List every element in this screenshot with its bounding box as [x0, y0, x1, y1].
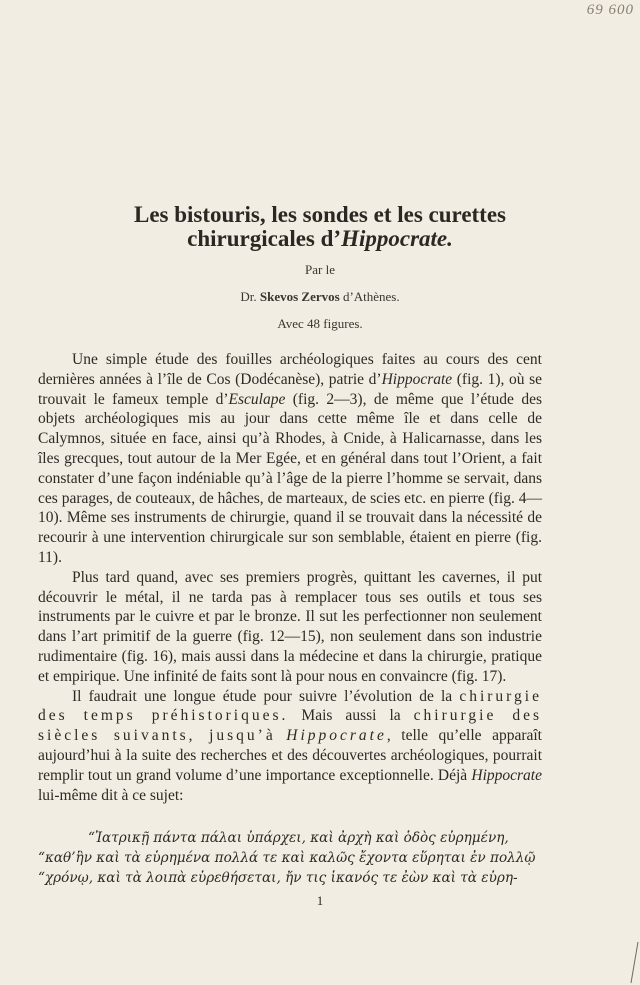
p3-text-a: Il faudrait une longue étude pour suivre l’évolution de la [72, 687, 460, 705]
title-hippocrate: Hippocrate. [341, 226, 453, 251]
p3-hippocrate-spaced: Hippocrate [286, 727, 387, 745]
p3-spaced-b: chirurgie des siècles suivants, jusqu’à [38, 707, 542, 745]
page-edge-mark [626, 940, 640, 985]
title-line-2 [40, 227, 600, 251]
title-line-1: Les bistouris, les sondes et les curettes [133, 202, 507, 227]
title-line-2-prefix: chirurgicales d’ [187, 226, 342, 251]
p3-text-c: Mais aussi la [288, 707, 414, 725]
quote-line-2: “καθ’ἣν καὶ τὰ εὑρημένα πολλά τε καὶ καλῶς ἔχοντα εὕρηται ἐν πολλῷ [38, 849, 536, 866]
author-prefix: Dr. [240, 289, 257, 304]
quote-line-1: “Ἰατρικῇ πάντα πάλαι ὑπάρχει, καὶ ἀρχὴ καὶ ὁδὸς εὑρημένη, [88, 830, 509, 846]
author-suffix: d’Athènes. [342, 289, 400, 304]
page-number: 1 [316, 893, 324, 908]
handwritten-shelf-note: 69 600 [586, 2, 634, 18]
p1-text-e: (fig. 2—3), de même que l’étude des objets archéologiques mis au jour dans cette même île et dans celle de Calymnos, située en face, ainsi qu’à Rhodes, à Cnide, à Halicarnasse, dans les îles grecques, tout autour de la Mer Egée, et en général dans tout l’Orient, a fait constater d’une façon indéniable qu’à l’âge de la pierre l’homme se servait, dans ces parages, de couteaux, de hâches, de marteaux, de scies etc. en pierre (fig. 4—10). Même ses instruments de chirurgie, quand il se trouvait dans la nécessité de recourir à une intervention chirurgicale sur son semblable, étaient en pierre (fig. 11). [38, 390, 542, 566]
p1-hippocrate: Hippocrate [381, 370, 453, 388]
paragraph-2: Plus tard quand, avec ses premiers progrès, quittant les cavernes, il put découvrir le métal, il ne tarda pas à remplacer tous ses outils et tous ses instruments par le cuivre et par le bronze. Il sut les perfectionner non seulement dans l’art primitif de la guerre (fig. 12—15), non seulement dans son industrie rudimentaire (fig. 16), mais aussi dans la médecine et dans la chirurgie, pratique et empirique. Une infinité de faits sont là pour nous en convaincre (fig. 17). [38, 568, 542, 685]
p1-text-c: (fig. 1), où se trouvait le fameux temple d’ [38, 370, 542, 408]
p1-text-a: Une simple étude des fouilles archéologiques faites au cours des cent dernières années à l’île de Cos (Dodécanèse), patrie d’ [38, 351, 542, 388]
byline-par: Par le [305, 262, 335, 277]
p3-spaced-a: chirurgie des temps préhistoriques. [38, 687, 542, 725]
greek-quotation [38, 829, 542, 888]
article-body [38, 350, 542, 805]
byline-author [0, 289, 640, 305]
byline-figures: Avec 48 figures. [277, 316, 363, 331]
article-title [40, 203, 600, 251]
p3-text-i: lui-même dit à ce sujet: [38, 786, 184, 804]
paragraph-3 [38, 687, 542, 806]
p1-esculape: Esculape [228, 390, 286, 408]
quote-line-3: “χρόνῳ, καὶ τὰ λοιπὰ εὑρεθήσεται, ἤν τις ἱκανός τε ἐὼν καὶ τὰ εὑρη- [38, 869, 518, 886]
p3-space [276, 727, 287, 744]
p3-text-g: , telle qu’elle apparaît aujourd’hui à la suite des recherches et des découvertes archéologiques, pourrait remplir tout un grand volume d’une importance exceptionnelle. Déjà [38, 727, 542, 784]
p3-hippocrate: Hippocrate [471, 766, 542, 784]
author-name: Skevos Zervos [259, 289, 340, 304]
paragraph-1 [38, 350, 542, 568]
